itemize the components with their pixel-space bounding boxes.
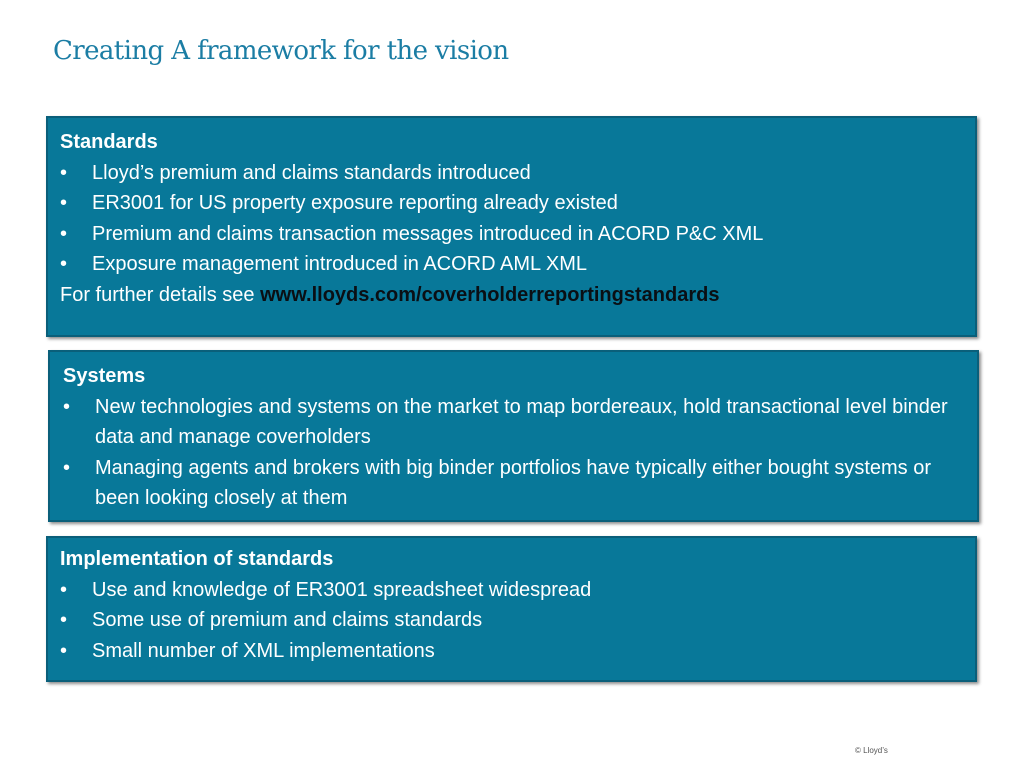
list-item <box>60 575 975 606</box>
copyright-notice: © Lloyd’s <box>855 746 888 755</box>
implementation-heading: Implementation of standards <box>60 548 334 570</box>
bullet-icon: • <box>60 253 68 275</box>
standards-item-3: Premium and claims transaction messages introduced in ACORD P&C XML <box>92 222 764 245</box>
systems-item-1: New technologies and systems on the market to map bordereaux, hold transactional level binder data and manage coverholders <box>95 395 948 448</box>
bullet-icon: • <box>60 161 68 184</box>
list-item <box>60 249 975 280</box>
bullet-icon: • <box>60 222 68 245</box>
implementation-box <box>46 536 977 682</box>
standards-list <box>60 158 975 280</box>
bullet-icon: • <box>60 609 68 631</box>
implementation-item-3: Small number of XML implementations <box>92 639 435 662</box>
bullet-icon: • <box>60 192 68 214</box>
standards-box <box>46 116 977 337</box>
implementation-item-1: Use and knowledge of ER3001 spreadsheet widespread <box>92 578 592 601</box>
implementation-item-2: Some use of premium and claims standards <box>92 609 483 631</box>
implementation-list <box>60 575 975 667</box>
standards-link[interactable]: www.lloyds.com/coverholderreportingstandards <box>260 283 720 306</box>
bullet-icon: • <box>63 395 71 418</box>
list-item <box>60 188 975 219</box>
systems-list <box>63 392 977 514</box>
list-item <box>60 636 975 667</box>
systems-box <box>48 350 979 522</box>
list-item <box>63 392 965 453</box>
bullet-icon: • <box>63 456 71 479</box>
slide-title: Creating A framework for the vision <box>53 36 509 66</box>
systems-heading: Systems <box>63 365 146 387</box>
list-item <box>63 453 965 514</box>
systems-item-2: Managing agents and brokers with big binder portfolios have typically either bought systems or been looking closely at them <box>95 456 932 509</box>
standards-item-2: ER3001 for US property exposure reporting already existed <box>92 192 618 214</box>
bullet-icon: • <box>60 639 68 662</box>
bullet-icon: • <box>60 578 68 601</box>
standards-item-4: Exposure management introduced in ACORD AML XML <box>92 253 588 275</box>
standards-heading: Standards <box>60 131 158 153</box>
further-details <box>60 280 975 311</box>
standards-item-1: Lloyd’s premium and claims standards introduced <box>92 161 531 184</box>
list-item <box>60 219 975 250</box>
list-item <box>60 605 975 636</box>
list-item <box>60 158 975 189</box>
further-details-text: For further details see <box>60 283 261 306</box>
